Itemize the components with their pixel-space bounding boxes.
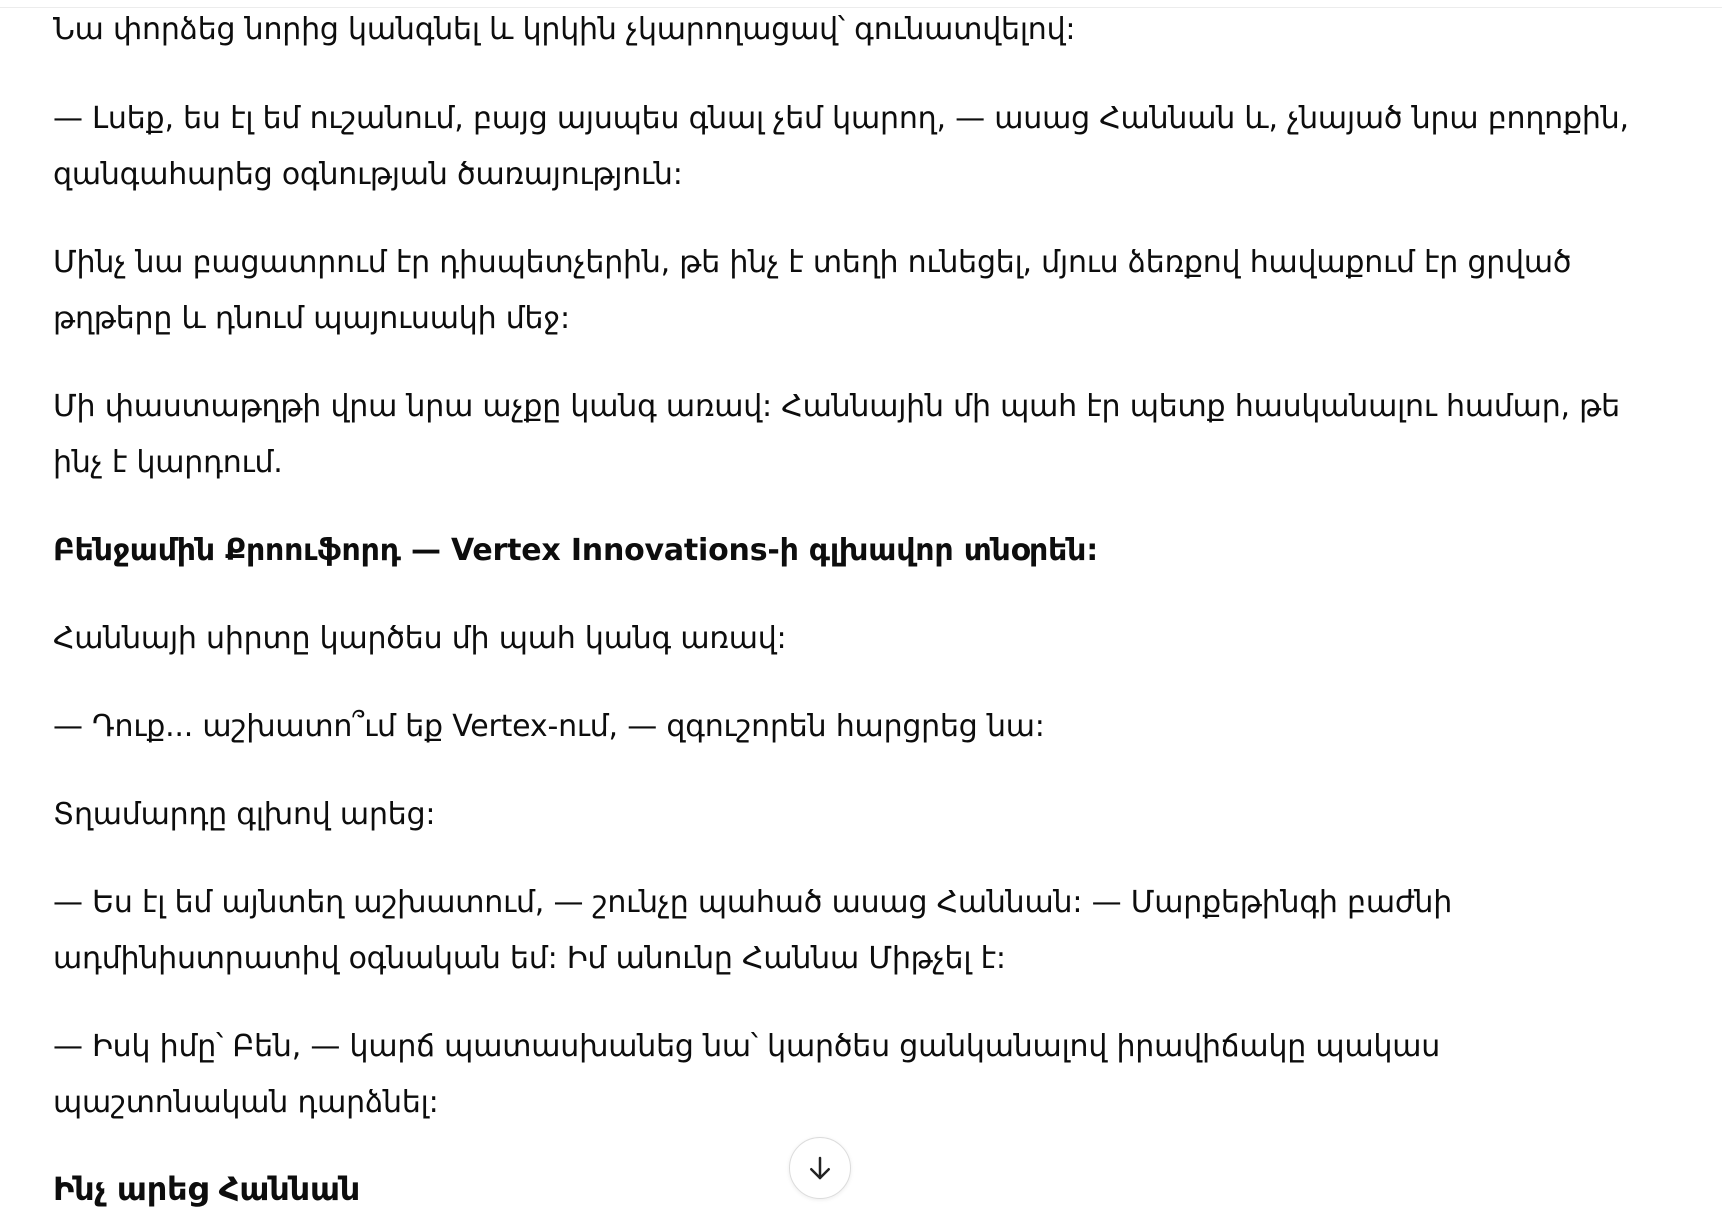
paragraph-line: զանգահարեց օգնության ծառայություն: [53, 157, 683, 192]
paragraph-line: Մինչ նա բացատրում էր դիսպետչերին, թե ինչ է տեղի ունեցել, մյուս ձեռքով հավաքում էր ցրված [53, 245, 1572, 280]
arrow-down-icon [805, 1153, 835, 1183]
paragraph-3 [53, 235, 1571, 347]
section-heading-text: Ինչ արեց Հաննան [53, 1170, 361, 1208]
paragraph-line: — Իսկ իմը՝ Բեն, — կարճ պատասխանեց նա՝ կարծես ցանկանալով իրավիճակը պակաս [53, 1029, 1441, 1064]
paragraph-4 [53, 379, 1620, 491]
paragraph-line: — Դուք... աշխատո՞ւմ եք Vertex-ում, — զգուշորեն հարցրեց նա: [53, 709, 1045, 744]
paragraph-line: պաշտոնական դարձնել: [53, 1085, 439, 1120]
paragraph-8 [53, 787, 435, 843]
paragraph-line: թղթերը և դնում պայուսակի մեջ: [53, 301, 570, 336]
paragraph-line: — Ես էլ եմ այնտեղ աշխատում, — շունչը պահած ասաց Հաննան: — Մարքեթինգի բաժնի [53, 885, 1453, 920]
paragraph-5-bold [53, 523, 1098, 579]
paragraph-line: Բենջամին Քրոուֆորդ — Vertex Innovations-ի գլխավոր տնօրեն: [53, 533, 1099, 568]
paragraph-line: Հաննայի սիրտը կարծես մի պահ կանգ առավ: [53, 621, 787, 656]
section-heading [53, 1161, 360, 1217]
paragraph-2 [53, 91, 1629, 203]
paragraph-line: Մի փաստաթղթի վրա նրա աչքը կանգ առավ: Հաննային մի պահ էր պետք հասկանալու համար, թե [53, 389, 1620, 424]
paragraph-10 [53, 1019, 1440, 1131]
paragraph-line: Նա փորձեց նորից կանգնել և կրկին չկարողացավ՝ գունատվելով: [53, 12, 1076, 47]
paragraph-1 [53, 2, 1075, 58]
scroll-to-bottom-button[interactable] [789, 1137, 851, 1199]
paragraph-9 [53, 875, 1452, 987]
paragraph-line: ինչ է կարդում. [53, 445, 283, 480]
paragraph-7 [53, 699, 1045, 755]
paragraph-6 [53, 611, 786, 667]
paragraph-line: Տղամարդը գլխով արեց: [53, 797, 436, 832]
paragraph-line: — Լսեք, ես էլ եմ ուշանում, բայց այսպես գնալ չեմ կարող, — ասաց Հաննան և, չնայած նրա բողոքին, [53, 101, 1629, 136]
paragraph-line: ադմինիստրատիվ օգնական եմ: Իմ անունը Հաննա Միթչել է: [53, 941, 1006, 976]
